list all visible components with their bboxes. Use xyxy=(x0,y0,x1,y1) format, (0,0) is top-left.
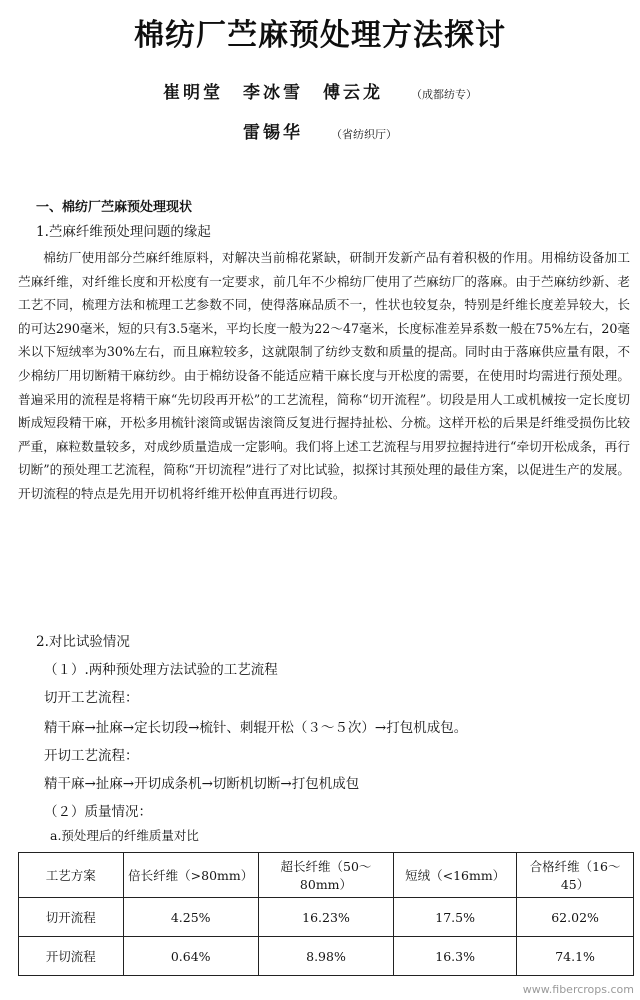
site-watermark: www.fibercrops.com xyxy=(522,983,634,996)
table-header-cell: 合格纤维（16～45） xyxy=(517,853,634,898)
section-1-paragraph: 棉纺厂使用部分苎麻纤维原料，对解决当前棉花紧缺，研制开发新产品有着积极的作用。用棉纺设备加工苎麻纤维，对纤维长度和开松度有一定要求，前几年不少棉纺厂使用了苎麻纺厂的落麻。由于苎麻纺纱新、老工艺不同，梳理方法和梳理工艺参数不同，使得落麻品质不一，性状也较复杂，特别是纤维长度差异较大，长的可达290毫米，短的只有3.5毫米，平均长度一般为22～47毫米，长度标准差异系数一般在75%左右，20毫米以下短绒率为30%左右，而且麻粒较多，这就限制了纺纱支数和质量的提高。同时由于落麻供应量有限，不少棉纺厂用切断精干麻纺纱。由于棉纺设备不能适应精干麻长度与开松度的需要，在使用时均需进行预处理。普遍采用的流程是将精干麻“先切段再开松”的工艺流程，简称“切开流程”。切段是用人工或机械按一定长度切断成短段精干麻，开松多用梳针滚筒或锯齿滚筒反复进行握持扯松、分梳。这样开松的后果是纤维受损伤比较严重，麻粒数量较多，对成纱质量造成一定影响。我们将上述工艺流程与用罗拉握持进行“牵切开松成条，再行切断”的预处理工艺流程，简称“开切流程”进行了对比试验，拟探讨其预处理的最佳方案，以促进生产的发展。开切流程的特点是先用开切机将纤维开松伸直再进行切段。 xyxy=(18,250,630,501)
section-1-heading: 一、棉纺厂苎麻预处理现状 xyxy=(36,200,193,215)
subsection-2-2-heading: （２）质量情况： xyxy=(44,804,152,820)
table-cell: 4.25% xyxy=(123,898,258,937)
fiber-quality-table xyxy=(18,852,634,976)
table-cell: 切开流程 xyxy=(19,898,124,937)
flow-1-label: 切开工艺流程： xyxy=(44,690,139,706)
table-header-cell: 短绒（<16mm） xyxy=(394,853,517,898)
author-names-2: 雷锡华 xyxy=(243,123,304,143)
section-2-heading: 2.对比试验情况 xyxy=(36,634,130,650)
author-affiliation-1: （成都纺专） xyxy=(410,88,477,101)
flow-2-label: 开切工艺流程： xyxy=(44,748,139,764)
table-header-cell: 超长纤维（50～80mm） xyxy=(258,853,393,898)
flow-2-text: 精干麻→扯麻→开切成条机→切断机切断→打包机成包 xyxy=(44,776,360,792)
table-row xyxy=(19,937,634,976)
author-names-1: 崔明堂 李冰雪 傅云龙 xyxy=(163,83,384,103)
flow-1-text: 精干麻→扯麻→定长切段→梳针、刺辊开松（３～５次）→打包机成包。 xyxy=(44,720,468,736)
table-cell: 16.3% xyxy=(394,937,517,976)
table-cell: 62.02% xyxy=(517,898,634,937)
table-row xyxy=(19,898,634,937)
table-cell: 16.23% xyxy=(258,898,393,937)
subsection-2-2a-heading: a.预处理后的纤维质量对比 xyxy=(50,828,199,843)
author-line-2 xyxy=(0,118,640,143)
subsection-2-1-heading: （１）.两种预处理方法试验的工艺流程 xyxy=(44,662,278,678)
subsection-1-heading: 1.苎麻纤维预处理问题的缘起 xyxy=(36,224,211,240)
table-header-cell: 倍长纤维（>80mm） xyxy=(123,853,258,898)
table-cell: 74.1% xyxy=(517,937,634,976)
table-cell: 8.98% xyxy=(258,937,393,976)
table-header-cell: 工艺方案 xyxy=(19,853,124,898)
table-cell: 17.5% xyxy=(394,898,517,937)
table-header-row xyxy=(19,853,634,898)
paper-title: 棉纺厂苎麻预处理方法探讨 xyxy=(134,18,506,53)
table-cell: 开切流程 xyxy=(19,937,124,976)
table-cell: 0.64% xyxy=(123,937,258,976)
author-affiliation-2: （省纺织厅） xyxy=(330,128,397,141)
author-line-1 xyxy=(0,78,640,103)
